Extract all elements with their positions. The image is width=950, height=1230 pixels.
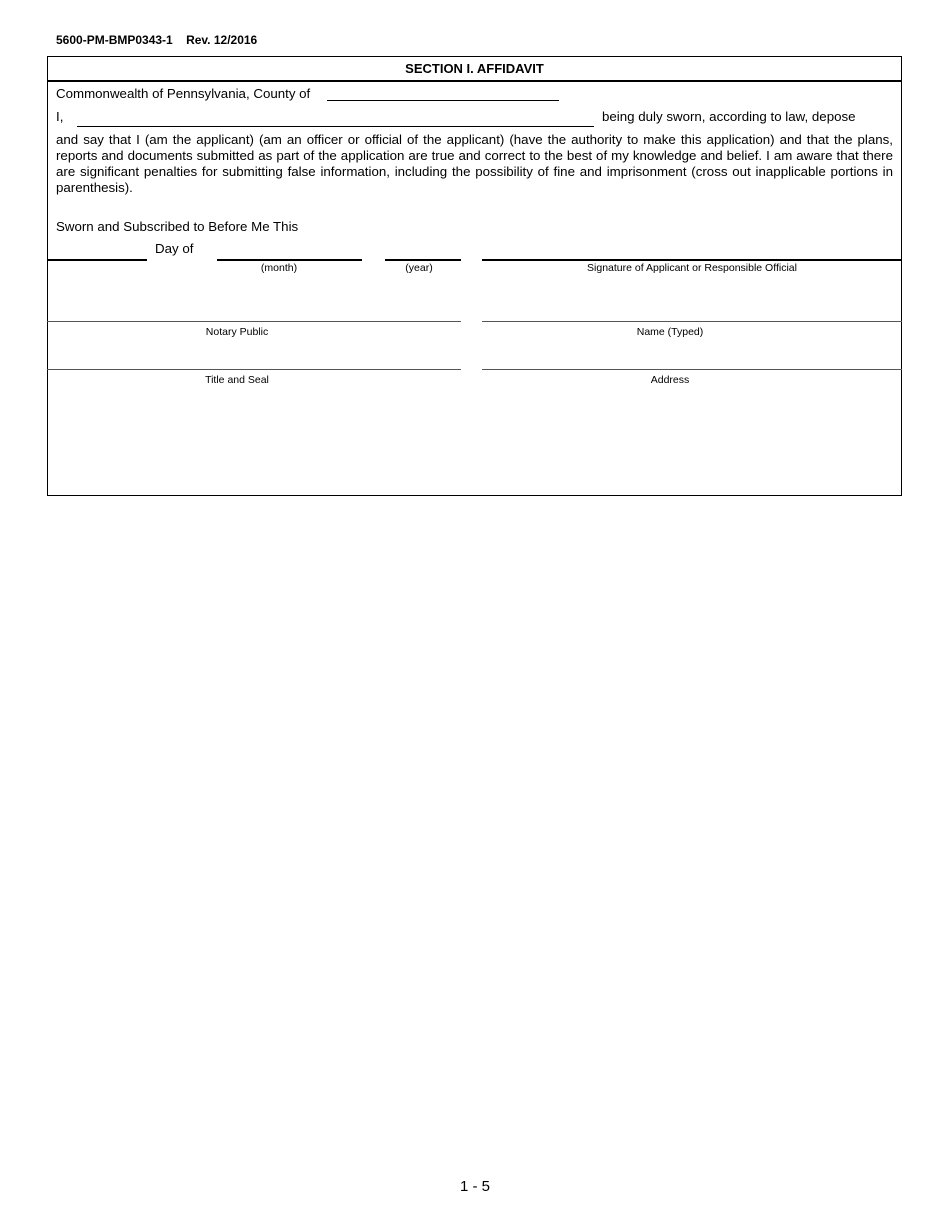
day-of-label: Day of (155, 241, 194, 256)
deponent-suffix: being duly sworn, according to law, depose (602, 109, 856, 124)
county-input[interactable] (328, 84, 558, 100)
address-line (482, 369, 902, 370)
day-input[interactable] (49, 242, 145, 258)
name-caption: Name (Typed) (636, 326, 704, 338)
title-seal-line[interactable] (47, 369, 461, 370)
year-input[interactable] (386, 242, 460, 258)
deponent-underline (77, 126, 594, 127)
address-input[interactable] (484, 351, 898, 367)
affidavit-paragraph: and say that I (am the applicant) (am an officer or official of the applicant) (have the authority to make this application) and that the plans, reports and documents submitted as part of the application are true and correct to the best of my knowledge and belief. I am aware that there are significant penalties for submitting false information, including the possibility of fine and imprisonment (cross out inapplicable portions in parenthesis). (56, 132, 893, 195)
form-id (56, 33, 257, 47)
day-underline (47, 259, 147, 261)
form-revision: Rev. 12/2016 (186, 33, 258, 47)
month-input[interactable] (218, 242, 360, 258)
month-caption: (month) (260, 262, 298, 274)
signature-line[interactable] (482, 259, 902, 261)
month-underline (217, 259, 362, 261)
address-caption: Address (650, 374, 690, 386)
page-number: 1 - 5 (459, 1178, 490, 1195)
year-underline (385, 259, 461, 261)
county-underline (327, 100, 559, 101)
section-title-divider (47, 80, 902, 82)
name-line (482, 321, 902, 322)
title-seal-caption: Title and Seal (205, 374, 269, 386)
sworn-label: Sworn and Subscribed to Before Me This (56, 219, 299, 234)
deponent-name-input[interactable] (78, 107, 592, 123)
notary-line[interactable] (47, 321, 461, 322)
county-label: Commonwealth of Pennsylvania, County of (56, 86, 311, 101)
year-caption: (year) (405, 262, 433, 274)
section-title: SECTION I. AFFIDAVIT (405, 61, 544, 76)
signature-caption: Signature of Applicant or Responsible Official (587, 262, 797, 274)
notary-caption: Notary Public (205, 326, 269, 338)
deponent-prefix: I, (56, 109, 64, 124)
form-number: 5600-PM-BMP0343-1 (56, 33, 173, 47)
name-typed-input[interactable] (484, 303, 898, 319)
